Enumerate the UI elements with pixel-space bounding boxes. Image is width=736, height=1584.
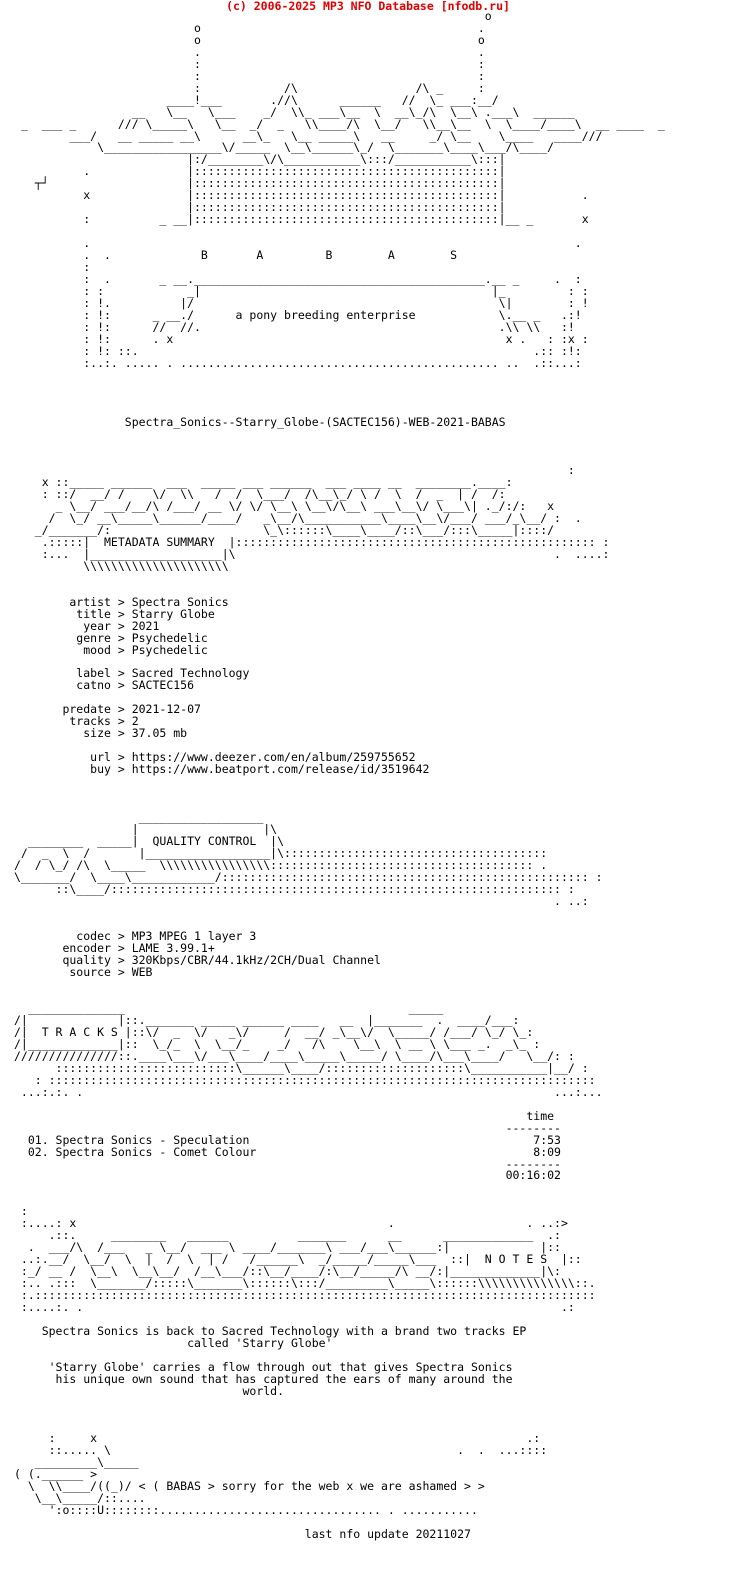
nfo-line: :... |___________________|\ . ....:	[14, 546, 610, 561]
nfo-line: : !. |/ \| : !	[14, 295, 589, 310]
nfo-line: /| T R A C K S |::\/ _ \/ _\/ / __/ _\__\/ \_____/ /___/ \_/ \_:	[14, 1025, 534, 1040]
nfo-line: :_/ __ / \__\ \__\__/ /__\___/::\__/____/:\__/_____/\ __/:|_____________|\:	[14, 1264, 561, 1279]
nfo-line: . |::::::::::::::::::::::::::::::::::::::::::::|	[14, 164, 506, 179]
nfo-line: title > Starry Globe	[14, 606, 215, 621]
nfo-line: last nfo update 20211027	[14, 1527, 471, 1542]
nfo-line: :.:::::::::::::::::::::::::::::::::::::::::::::::::::::::::::::::::::::::::::::::::	[14, 1287, 596, 1302]
nfo-line: x |::::::::::::::::::::::::::::::::::::::::::::| .	[14, 188, 589, 203]
nfo-line: buy > https://www.beatport.com/release/id/3519642	[14, 762, 430, 777]
nfo-line: artist > Spectra Sonics	[14, 594, 229, 609]
nfo-line: :..:. ..... . .............................................. .. .::...:	[14, 355, 582, 370]
nfo-line: : :::::::::::::::::::::::::::::::::::::::::::::::::::::::::::::::::::::::::::::::	[14, 1072, 596, 1087]
nfo-line: .::. ________ ______ _______ __ _____________ .:	[14, 1228, 561, 1243]
nfo-line: / \_/ __\_____\______/____/ _\__/\___________\____\__\/___/ ___/_\__/ : .	[14, 511, 582, 526]
nfo-line: size > 37.05 mb	[14, 726, 188, 741]
nfo-line: quality > 320Kbps/CBR/44.1kHz/2CH/Dual Channel	[14, 953, 381, 968]
nfo-line: . ___/\ /___ _ \__/ ___ \ ____/_______\ ___/___\______:| |::	[14, 1240, 561, 1255]
nfo-line: : /\ /\ _ :	[14, 80, 485, 95]
nfo-line: 02. Spectra Sonics - Comet Colour 8:09	[14, 1144, 561, 1159]
nfo-line: \\\\\\\\\\\\\\\\\\\\\	[14, 558, 229, 573]
nfo-line: : !: ::. .:: :!:	[14, 343, 582, 358]
nfo-line: __________________	[14, 809, 264, 824]
nfo-line: world.	[14, 1383, 285, 1398]
nfo-line: . .	[14, 236, 582, 251]
nfo-line: mood > Psychedelic	[14, 642, 208, 657]
nfo-line: codec > MP3 MPEG 1 layer 3	[14, 929, 257, 944]
nfo-line: : . _ __.__________________________________________.__ _ . :	[14, 271, 582, 286]
nfo-line: tracks > 2	[14, 714, 139, 729]
nfo-line: :	[14, 1204, 28, 1219]
nfo-line: .:::::| METADATA SUMMARY |:::::::::::::::::::::::::::::::::::::::::::::::::::: :	[14, 534, 610, 549]
nfo-line: _ \__/ ___/__/\ /___/ __ \/ \/ \__\ \__\/\__\ ___\__\/ \___\| ._/:/: x	[14, 499, 555, 514]
nfo-line: o .	[14, 20, 485, 35]
nfo-line: ///////////////::.____\___\/___\____/____\_____\_____/ \____/\___\____/ \__/: :	[14, 1048, 575, 1063]
nfo-line: \_______/ \____\____________/::::::::::::::::::::::::::::::::::::::::::::::::::::: :	[14, 869, 603, 884]
nfo-line: : ::/ __/ / \/ \\ / / \___/ /\__\_/ \ / \ / _ | / /:	[14, 487, 506, 502]
nfo-line: ___/ __ _____ __\ __\_ \__ _____\ __ _/ \__ \____ ____///	[14, 128, 603, 143]
nfo-line: Spectra_Sonics--Starry_Globe-(SACTEC156)-WEB-2021-BABAS	[14, 415, 506, 430]
nfo-line: . . B A B A S	[14, 248, 458, 263]
nfo-line: :.. .::: \_______/:::::\_______\::::::\:::/_________\_____\::::::\\\\\\\\\\\\\\::.	[14, 1276, 596, 1291]
nfo-line: genre > Psychedelic	[14, 630, 208, 645]
nfo-line: ( (.______ >	[14, 1467, 541, 1482]
nfo-line: / / \_/ /\ \_____ \\\\\\\\\\\\\\\\:::::::::::::::::::::::::::::::::::::: .	[14, 857, 548, 872]
nfo-line: ::..... \ . . ...::::	[14, 1443, 548, 1458]
nfo-line: . .	[14, 44, 485, 59]
nfo-line: :	[14, 260, 91, 275]
nfo-line: ______________ _____	[14, 1001, 444, 1016]
copyright-header: (c) 2006-2025 MP3 NFO Database [nfodb.ru]	[226, 0, 510, 13]
nfo-line: o o	[14, 32, 485, 47]
nfo-line: : _ __|::::::::::::::::::::::::::::::::::::::::::::|__ _ x	[14, 212, 589, 227]
nfo-line: --------	[14, 1156, 561, 1171]
nfo-line: predate > 2021-12-07	[14, 702, 201, 717]
nfo-line: _________\_____	[14, 1455, 139, 1470]
nfo-line: : !: . x x . : :x :	[14, 331, 589, 346]
nfo-line: : x .:	[14, 1431, 541, 1446]
nfo-line: \_________________\/_____ \__\______\_/ \_______\____\___/\____/	[14, 140, 555, 155]
nfo-line: ________ _____| QUALITY CONTROL |\	[14, 833, 285, 848]
nfo-line: Spectra Sonics is back to Sacred Technology with a brand two tracks EP	[14, 1323, 527, 1338]
nfo-line: : :	[14, 56, 485, 71]
nfo-line: year > 2021	[14, 618, 160, 633]
nfo-line: :	[14, 463, 575, 478]
nfo-line: _/_______/: \_\::::::\____\____/::\___/:::\_____|::::/	[14, 522, 555, 537]
nfo-line: . ..:	[14, 893, 589, 908]
nfo-text	[14, 11, 665, 1541]
nfo-line: _ ___ _ /// \_____\ \__ _/ _ \\____/\ \__/ \\__\__ \ \____/____\ __ ____ _	[14, 116, 665, 131]
nfo-line: x ::_____ ______ ___ _____ ___ ______ ___ ____ __ ________.____:	[14, 475, 513, 490]
nfo-line: :....:. . .:	[14, 1299, 575, 1314]
nfo-line: catno > SACTEC156	[14, 678, 195, 693]
nfo-line: url > https://www.deezer.com/en/album/259755652	[14, 750, 416, 765]
nfo-line: :....: x . . ..:>	[14, 1216, 568, 1231]
nfo-line: |::::::::::::::::::::::::::::::::::::::::::::|	[14, 200, 506, 215]
nfo-line: time	[14, 1108, 555, 1123]
nfo-line: /| |::._______ _____ ______ ____ __ |_______ . ____/___:	[14, 1013, 520, 1028]
nfo-line: called 'Starry Globe'	[14, 1335, 333, 1350]
nfo-line: o	[14, 9, 492, 23]
nfo-line: \ \\____/((_)/ < ( BABAS > sorry for the web x we are ashamed > >	[14, 1479, 485, 1494]
nfo-line: ..:.__/ \__/ \ | / \ | / /______\ _/_____/_____\___ ::| N O T E S |::	[14, 1252, 582, 1267]
nfo-line: 01. Spectra Sonics - Speculation 7:53	[14, 1132, 561, 1147]
nfo-line: ::\____/::::::::::::::::::::::::::::::::::::::::::::::::::::::::::::::::: :	[14, 881, 575, 896]
nfo-line: his unique own sound that has captured the ears of many around the	[14, 1371, 513, 1386]
nfo-line: ':o::::U::::::::................................ . ...........	[14, 1503, 478, 1518]
nfo-line: : !: // //. .\\ \\ :!	[14, 319, 575, 334]
nfo-line: |:/________\/\___________\:::/___________\:::|	[14, 152, 506, 167]
nfo-line: | |\	[14, 821, 278, 836]
nfo-line: / _ \ / |__________________|\::::::::::::::::::::::::::::::::::::::	[14, 845, 548, 860]
nfo-line: : :	[14, 68, 485, 83]
nfo-line: 'Starry Globe' carries a flow through out that gives Spectra Sonics	[14, 1359, 513, 1374]
nfo-line: /|_____________|:: \_/_ \ \__/_ _/ /\ \__\ \ __ \ \___ _. _\_ :	[14, 1036, 541, 1051]
nfo-line: --------	[14, 1120, 561, 1135]
nfo-line: ::::::::::::::::::::::::::\______\____/::::::::::::::::::::\___________|__/ :	[14, 1060, 589, 1075]
nfo-line: source > WEB	[14, 965, 153, 980]
nfo-line: label > Sacred Technology	[14, 666, 250, 681]
nfo-line: ┬┘ |::::::::::::::::::::::::::::::::::::::::::::|	[14, 176, 506, 191]
nfo-line: ____!___ .//\ ______ // \_ ___:__/	[14, 92, 499, 107]
nfo-line: __ \__ \___ _/ \\_ ___\__ \ __\_/\ \__\ .___\ ______	[14, 104, 575, 119]
nfo-line: \__\_____/::....	[14, 1491, 146, 1506]
nfo-line: : : _| |_ : :	[14, 283, 589, 298]
nfo-line: encoder > LAME 3.99.1+	[14, 941, 215, 956]
nfo-line: 00:16:02	[14, 1168, 561, 1183]
nfo-line: : !: _ __./ a pony breeding enterprise \.__ _ .:!	[14, 307, 582, 322]
nfo-line: ...:.:. . ...:...	[14, 1084, 603, 1099]
